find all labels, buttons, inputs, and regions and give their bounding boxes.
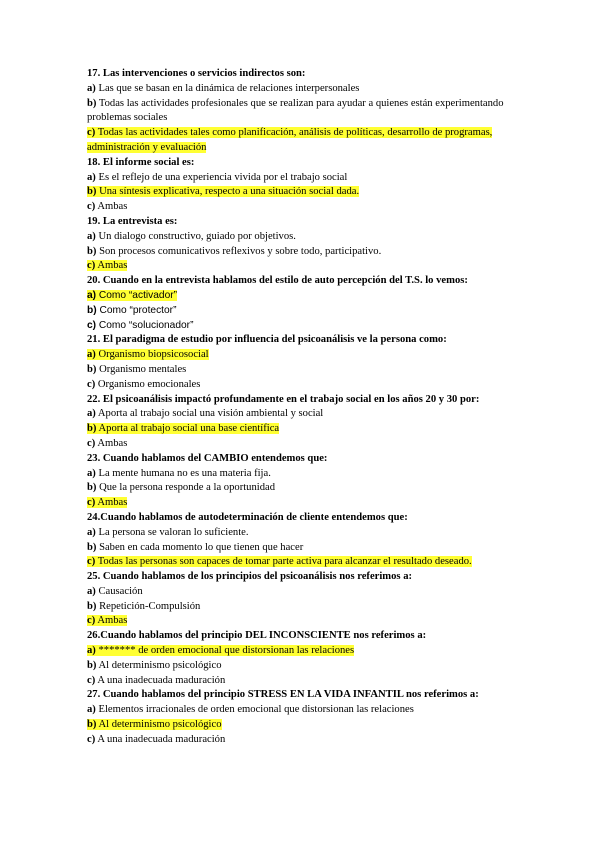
option-letter: c) <box>87 319 97 331</box>
option-text: Son procesos comunicativos reflexivos y sobre todo, participativo. <box>99 245 382 257</box>
answer-text-wrapper <box>87 704 414 715</box>
option-letter: b) <box>87 97 97 109</box>
option-text: Aporta al trabajo social una visión ambiental y social <box>97 408 324 420</box>
option-text: La mente humana no es una materia fija. <box>98 467 271 479</box>
option-letter: a) <box>87 171 96 183</box>
option-letter: b) <box>87 541 97 553</box>
option-letter: b) <box>87 423 97 435</box>
answer-option <box>87 496 527 511</box>
answer-option <box>87 200 527 215</box>
option-text: Todas las personas son capaces de tomar parte activa para alcanzar el resultado deseado. <box>97 556 472 568</box>
answer-text-wrapper <box>87 734 225 745</box>
question-block <box>87 67 527 156</box>
option-text: Las que se basan en la dinámica de relaciones interpersonales <box>98 82 360 94</box>
option-letter: a) <box>87 230 96 242</box>
question-title: 22. El psicoanálisis impactó profundamente en el trabajo social en los años 20 y 30 por: <box>87 393 480 405</box>
answer-text-wrapper <box>87 172 347 183</box>
option-letter: b) <box>87 186 97 198</box>
option-text: Al determinismo psicológico <box>98 719 222 731</box>
option-letter: a) <box>87 289 97 301</box>
option-letter: c) <box>87 201 96 213</box>
answer-option <box>87 585 527 600</box>
answer-option <box>87 555 527 570</box>
answer-option <box>87 422 527 437</box>
option-text: Organismo biopsicosocial <box>98 349 209 361</box>
answer-option <box>87 304 527 319</box>
answer-option <box>87 378 527 393</box>
answer-option <box>87 644 527 659</box>
answer-option <box>87 259 527 274</box>
option-letter: a) <box>87 82 96 94</box>
highlighted-answer <box>87 186 359 197</box>
answer-text-wrapper <box>87 675 225 686</box>
question-block <box>87 156 527 215</box>
option-letter: a) <box>87 585 96 597</box>
question-block <box>87 333 527 392</box>
answer-option <box>87 526 527 541</box>
option-text: Saben en cada momento lo que tienen que hacer <box>99 541 304 553</box>
question-title: 20. Cuando en la entrevista hablamos del estilo de auto percepción del T.S. lo vemos: <box>87 275 468 287</box>
option-letter: a) <box>87 467 96 479</box>
answer-option <box>87 82 527 97</box>
answer-text-wrapper <box>87 231 296 242</box>
question-title: 24.Cuando hablamos de autodeterminación de cliente entendemos que: <box>87 511 408 523</box>
answer-option <box>87 733 527 748</box>
question-title: 25. Cuando hablamos de los principios del psicoanálisis nos referimos a: <box>87 571 413 583</box>
answer-option <box>87 363 527 378</box>
answer-text-wrapper <box>87 601 200 612</box>
answer-text-wrapper <box>87 586 143 597</box>
highlighted-answer <box>87 497 127 508</box>
answer-text-wrapper <box>87 364 186 375</box>
answer-option <box>87 97 527 127</box>
answer-option <box>87 407 527 422</box>
option-text: Elementos irracionales de orden emocional que distorsionan las relaciones <box>98 704 414 716</box>
option-text: La persona se valoran lo suficiente. <box>98 526 249 538</box>
option-text: Repetición-Compulsión <box>99 600 201 612</box>
highlighted-answer <box>87 290 177 301</box>
answer-option <box>87 126 527 156</box>
option-text: Una síntesis explicativa, respecto a una situación social dada. <box>99 186 360 198</box>
answer-option <box>87 171 527 186</box>
option-text: Como “protector” <box>99 304 177 316</box>
question-title: 26.Cuando hablamos del principio DEL INCONSCIENTE nos referimos a: <box>87 630 427 642</box>
option-letter: b) <box>87 659 97 671</box>
option-text: Como “activador” <box>98 289 178 301</box>
answer-option <box>87 348 527 363</box>
option-text: ******* de orden emocional que distorsionan las relaciones <box>98 645 355 657</box>
option-letter: a) <box>87 645 96 657</box>
answer-option <box>87 319 527 334</box>
option-letter: c) <box>87 497 96 509</box>
question-title: 23. Cuando hablamos del CAMBIO entendemos que: <box>87 452 328 464</box>
question-block <box>87 570 527 629</box>
option-text: Ambas <box>97 497 128 509</box>
question-block <box>87 511 527 570</box>
option-text: Causación <box>98 585 143 597</box>
option-letter: c) <box>87 127 96 139</box>
highlighted-answer <box>87 719 222 730</box>
question-title: 18. El informe social es: <box>87 156 195 168</box>
option-letter: b) <box>87 600 97 612</box>
answer-text-wrapper <box>87 83 359 94</box>
document-page <box>87 67 527 748</box>
answer-option <box>87 718 527 733</box>
answer-option <box>87 659 527 674</box>
answer-option <box>87 674 527 689</box>
option-text: Todas las actividades profesionales que se realizan para ayudar a quienes están experimentando problemas sociales <box>87 97 504 124</box>
option-letter: b) <box>87 363 97 375</box>
answer-option <box>87 230 527 245</box>
option-letter: c) <box>87 556 96 568</box>
answer-option <box>87 481 527 496</box>
answer-text-wrapper <box>87 660 222 671</box>
highlighted-answer <box>87 349 209 360</box>
highlighted-answer <box>87 556 472 567</box>
highlighted-answer <box>87 260 127 271</box>
option-letter: c) <box>87 674 96 686</box>
highlighted-answer <box>87 615 127 626</box>
option-text: Un dialogo constructivo, guiado por objetivos. <box>98 230 296 242</box>
option-letter: a) <box>87 526 96 538</box>
answer-text-wrapper <box>87 320 193 331</box>
option-letter: a) <box>87 408 96 420</box>
option-letter: a) <box>87 349 96 361</box>
option-letter: c) <box>87 437 96 449</box>
question-title: 17. Las intervenciones o servicios indirectos son: <box>87 68 306 79</box>
option-letter: c) <box>87 615 96 627</box>
answer-option <box>87 703 527 718</box>
question-block <box>87 274 527 333</box>
question-title: 27. Cuando hablamos del principio STRESS EN LA VIDA INFANTIL nos referimos a: <box>87 689 479 701</box>
option-text: Ambas <box>97 201 128 213</box>
question-block <box>87 688 527 747</box>
option-text: A una inadecuada maduración <box>97 674 226 686</box>
answer-option <box>87 541 527 556</box>
option-text: Aporta al trabajo social una base científica <box>98 423 280 435</box>
answer-text-wrapper <box>87 527 249 538</box>
option-text: Ambas <box>97 615 128 627</box>
option-text: Como “solucionador” <box>98 319 194 331</box>
option-text: Organismo emocionales <box>97 378 201 390</box>
option-text: Al determinismo psicológico <box>98 659 222 671</box>
option-letter: b) <box>87 304 97 316</box>
option-letter: c) <box>87 733 96 745</box>
answer-option <box>87 289 527 304</box>
option-letter: c) <box>87 378 96 390</box>
answer-option <box>87 437 527 452</box>
option-text: Ambas <box>97 260 128 272</box>
answer-text-wrapper <box>87 305 176 316</box>
answer-option <box>87 467 527 482</box>
option-letter: b) <box>87 245 97 257</box>
option-text: A una inadecuada maduración <box>97 733 226 745</box>
question-title: 19. La entrevista es: <box>87 215 178 227</box>
answer-text-wrapper <box>87 408 323 419</box>
answer-text-wrapper <box>87 468 271 479</box>
answer-text-wrapper <box>87 246 381 257</box>
answer-option <box>87 185 527 200</box>
option-text: Todas las actividades tales como planificación, análisis de políticas, desarrollo de programas, administración y evaluación <box>87 127 493 153</box>
highlighted-answer <box>87 645 354 656</box>
question-block <box>87 215 527 274</box>
answer-text-wrapper <box>87 482 275 493</box>
option-letter: c) <box>87 260 96 272</box>
answer-text-wrapper <box>87 438 127 449</box>
option-text: Ambas <box>97 437 128 449</box>
answer-text-wrapper <box>87 201 127 212</box>
question-block <box>87 393 527 452</box>
highlighted-answer <box>87 423 279 434</box>
question-block <box>87 452 527 511</box>
answer-text-wrapper <box>87 98 504 124</box>
answer-option <box>87 245 527 260</box>
option-text: Es el reflejo de una experiencia vivida por el trabajo social <box>98 171 348 183</box>
answer-option <box>87 614 527 629</box>
option-letter: b) <box>87 719 97 731</box>
option-text: Organismo mentales <box>99 363 187 375</box>
answer-text-wrapper <box>87 379 200 390</box>
option-letter: a) <box>87 704 96 716</box>
question-title: 21. El paradigma de estudio por influencia del psicoanálisis ve la persona como: <box>87 334 447 346</box>
option-text: Que la persona responde a la oportunidad <box>99 482 275 494</box>
answer-text-wrapper <box>87 542 303 553</box>
answer-option <box>87 600 527 615</box>
question-block <box>87 629 527 688</box>
highlighted-answer <box>87 127 492 153</box>
option-letter: b) <box>87 482 97 494</box>
